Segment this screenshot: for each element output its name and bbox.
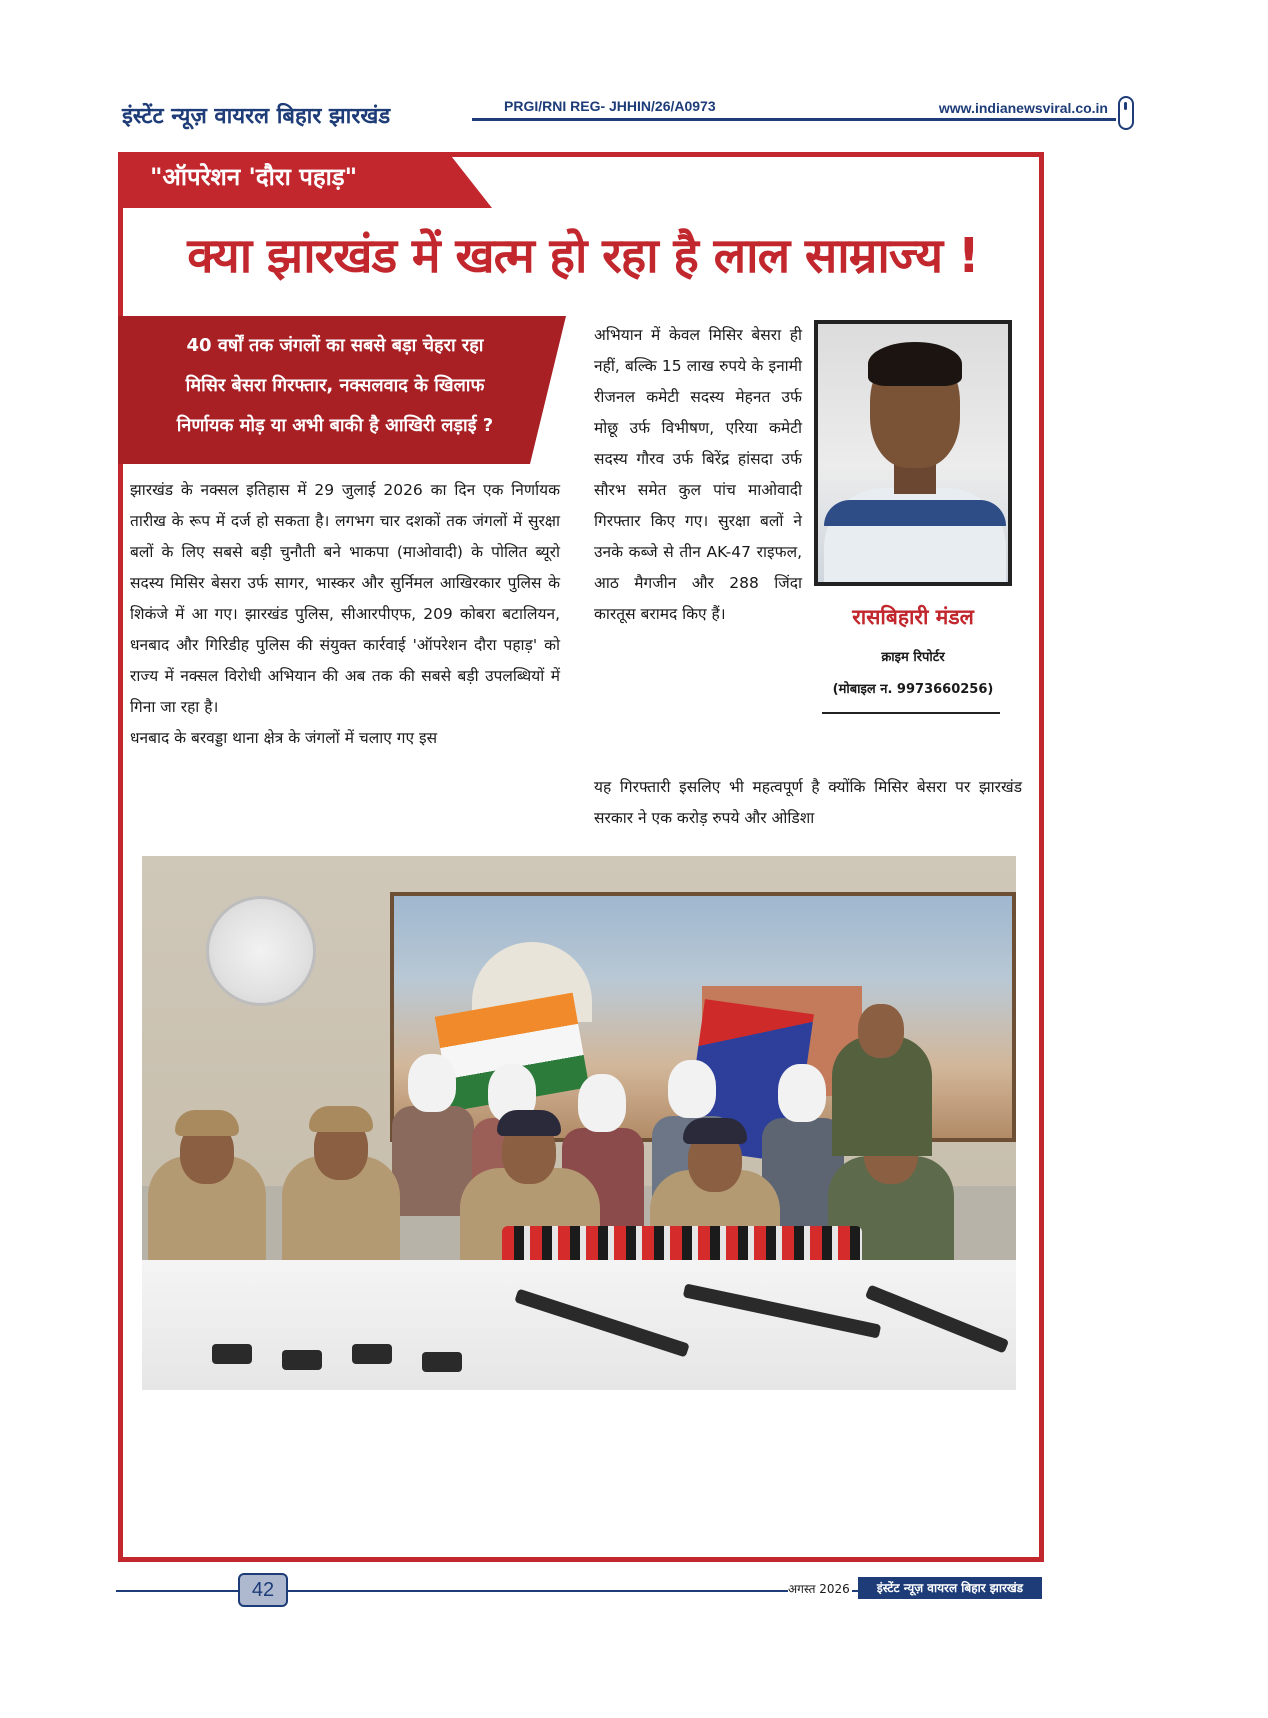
article-headline: क्या झारखंड में खत्म हो रहा है लाल साम्राज्य ! — [187, 228, 979, 284]
photo-officer-cap — [309, 1106, 373, 1132]
operation-tag: "ऑपरेशन 'दौरा पहाड़" — [150, 163, 358, 191]
photo-hood — [408, 1054, 456, 1112]
photo-officer-cap — [175, 1110, 239, 1136]
photo-officer-head — [858, 1004, 904, 1058]
reporter-photo — [814, 320, 1012, 586]
reporter-role: क्राइम रिपोर्टर — [881, 650, 945, 665]
website-link[interactable]: www.indianewsviral.co.in — [938, 100, 1108, 116]
photo-officer-cap — [497, 1110, 561, 1136]
body-paragraph: यह गिरफ्तारी इसलिए भी महत्वपूर्ण है क्योंकि मिसिर बेसरा पर झारखंड सरकार ने एक करोड़ रुपये और ओडिशा — [594, 778, 1022, 827]
article-deck — [130, 326, 540, 446]
body-paragraph: धनबाद के बरवड्डा थाना क्षेत्र के जंगलों में चलाए गए इस — [130, 729, 438, 747]
body-column-right-bottom — [594, 772, 1022, 834]
photo-jacket — [824, 500, 1006, 526]
photo-hood — [778, 1064, 826, 1122]
photo-magazine — [352, 1344, 392, 1364]
photo-hood — [578, 1074, 626, 1132]
photo-table — [142, 1260, 1016, 1390]
footer-publication: इंस्टेंट न्यूज़ वायरल बिहार झारखंड — [858, 1577, 1042, 1599]
header-divider — [472, 118, 1116, 121]
photo-magazine — [212, 1344, 252, 1364]
body-column-right-top — [594, 320, 802, 630]
masthead-header — [122, 96, 1142, 136]
deck-line: निर्णायक मोड़ या अभी बाकी है आखिरी लड़ाई ? — [176, 415, 494, 436]
mouse-icon — [1118, 96, 1134, 130]
registration-number: PRGI/RNI REG- JHHIN/26/A0973 — [504, 98, 716, 114]
page-number: 42 — [238, 1573, 288, 1607]
deck-line: मिसिर बेसरा गिरफ्तार, नक्सलवाद के खिलाफ — [185, 375, 485, 396]
photo-magazine — [422, 1352, 462, 1372]
issue-date: अगस्त 2026 — [788, 1582, 850, 1596]
reporter-divider — [822, 712, 1000, 714]
photo-officer-cap — [683, 1118, 747, 1144]
press-conference-photo — [142, 856, 1016, 1390]
body-paragraph: अभियान में केवल मिसिर बेसरा ही नहीं, बल्कि 15 लाख रुपये के इनामी रीजनल कमेटी सदस्य मेहनत उर्फ मोछू उर्फ विभीषण, एरिया कमेटी सदस्य गौरव उर्फ बिरेंद्र हांसदा उर्फ सौरभ समेत कुल पांच माओवादी गिरफ्तार किए गए। सुरक्षा बलों ने उनके कब्जे से तीन AK-47 राइफल, आठ मैगजीन और 288 जिंदा कारतूस बरामद किए हैं। — [594, 326, 802, 623]
photo-hood — [668, 1060, 716, 1118]
reporter-name: रासबिहारी मंडल — [852, 605, 974, 629]
photo-fan — [206, 896, 316, 1006]
publication-name: इंस्टेंट न्यूज़ वायरल बिहार झारखंड — [122, 104, 391, 129]
body-paragraph: झारखंड के नक्सल इतिहास में 29 जुलाई 2026 का दिन एक निर्णायक तारीख के रूप में दर्ज हो सकता है। लगभग चार दशकों तक जंगलों में सुरक्षा बलों के लिए सबसे बड़ी चुनौती बने भाकपा (माओवादी) के पोलित ब्यूरो सदस्य मिसिर बेसरा उर्फ सागर, भास्कर और सुर्निमल आखिरकार पुलिस के शिकंजे में आ गए। झारखंड पुलिस, सीआरपीएफ, 209 कोबरा बटालियन, धनबाद और गिरिडीह पुलिस की संयुक्त कार्रवाई 'ऑपरेशन दौरा पहाड़' को राज्य में नक्सल विरोधी अभियान की अब तक की सबसे बड़ी उपलब्धियों में गिना जा रहा है। — [130, 481, 560, 716]
deck-line: 40 वर्षों तक जंगलों का सबसे बड़ा चेहरा रहा — [186, 335, 484, 356]
reporter-mobile: (मोबाइल न. 9973660256) — [832, 682, 994, 697]
body-column-left — [130, 475, 560, 754]
photo-magazine — [282, 1350, 322, 1370]
photo-hair — [868, 342, 962, 386]
